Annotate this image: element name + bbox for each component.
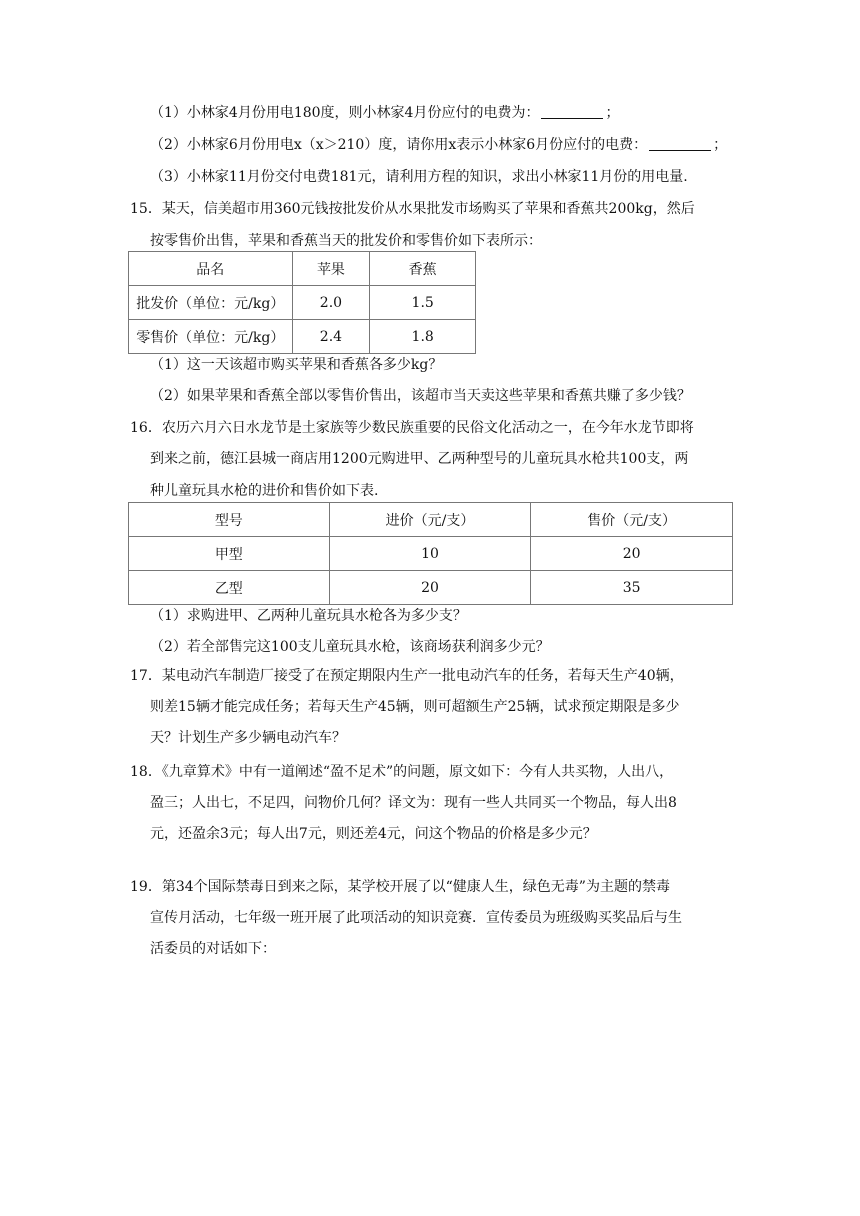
table-header-row: [129, 252, 476, 286]
table-row: [129, 571, 733, 605]
q17-line3: 天？计划生产多少辆电动汽车？: [150, 730, 346, 746]
table-cell: 1.8: [370, 320, 476, 354]
q14-part3: （3）小林家11月份交付电费181元，请利用方程的知识，求出小林家11月份的用电量.: [150, 169, 688, 185]
q16-line3: 种儿童玩具水枪的进价和售价如下表.: [150, 483, 379, 499]
q15-part1: （1）这一天该超市购买苹果和香蕉各多少kg？: [150, 357, 443, 373]
q17-line2: 则差15辆才能完成任务；若每天生产45辆，则可超额生产25辆，试求预定期限是多少: [150, 699, 680, 715]
q18-line3: 元，还盈余3元；每人出7元，则还差4元，问这个物品的价格是多少元？: [150, 826, 597, 842]
table-cell: 1.5: [370, 286, 476, 320]
q16-line2: 到来之前，德江县城一商店用1200元购进甲、乙两种型号的儿童玩具水枪共100支，两: [150, 451, 689, 467]
q18-line2: 盈三；人出七，不足四，问物价几何？译文为：现有一些人共同买一个物品，每人出8: [150, 795, 677, 811]
q16-part2: （2）若全部售完这100支儿童玩具水枪，该商场获利润多少元？: [150, 639, 550, 655]
q19-line3: 活委员的对话如下：: [150, 941, 276, 957]
q19-line1: 19．第34个国际禁毒日到来之际，某学校开展了以“健康人生，绿色无毒”为主题的禁毒: [130, 879, 670, 895]
q19-line2: 宣传月活动，七年级一班开展了此项活动的知识竞赛．宣传委员为班级购买奖品后与生: [150, 910, 682, 926]
table-row: [129, 320, 476, 354]
table-cell: 20: [329, 571, 531, 605]
table-header-cell: 香蕉: [370, 252, 476, 286]
q18-line1: 18．《九章算术》中有一道阐述“盈不足术”的问题，原文如下：今有人共买物，人出八，: [130, 764, 674, 780]
table-cell: 2.4: [292, 320, 370, 354]
table-cell: 甲型: [129, 537, 330, 571]
q14-part1: （1）小林家4月份用电180度，则小林家4月份应付的电费为： ；: [150, 105, 620, 121]
q16-part1: （1）求购进甲、乙两种儿童玩具水枪各为多少支？: [150, 608, 467, 624]
table-row: [129, 537, 733, 571]
table-cell: 2.0: [292, 286, 370, 320]
table-cell: 零售价（单位：元/kg）: [129, 320, 293, 354]
q16-price-table: [128, 502, 733, 605]
table-cell: 20: [531, 537, 733, 571]
q15-price-table: [128, 251, 476, 354]
table-cell: 35: [531, 571, 733, 605]
table-row: [129, 286, 476, 320]
table-header-cell: 进价（元/支）: [329, 503, 531, 537]
table-header-row: [129, 503, 733, 537]
q15-line1: 15．某天，信美超市用360元钱按批发价从水果批发市场购买了苹果和香蕉共200kg，然后: [130, 201, 695, 217]
q16-line1: 16．农历六月六日水龙节是土家族等少数民族重要的民俗文化活动之一，在今年水龙节即将: [130, 420, 694, 436]
table-cell: 乙型: [129, 571, 330, 605]
table-header-cell: 售价（元/支）: [531, 503, 733, 537]
q15-part2: （2）如果苹果和香蕉全部以零售价售出，该超市当天卖这些苹果和香蕉共赚了多少钱？: [150, 388, 691, 404]
answer-blank[interactable]: [649, 136, 711, 151]
table-header-cell: 品名: [129, 252, 293, 286]
q14-part2: （2）小林家6月份用电x（x＞210）度，请你用x表示小林家6月份应付的电费： ；: [150, 137, 728, 153]
table-cell: 10: [329, 537, 531, 571]
q17-line1: 17．某电动汽车制造厂接受了在预定期限内生产一批电动汽车的任务，若每天生产40辆，: [130, 668, 684, 684]
table-header-cell: 苹果: [292, 252, 370, 286]
q15-line2: 按零售价出售，苹果和香蕉当天的批发价和零售价如下表所示：: [150, 233, 542, 249]
answer-blank[interactable]: [541, 104, 603, 119]
table-header-cell: 型号: [129, 503, 330, 537]
table-cell: 批发价（单位：元/kg）: [129, 286, 293, 320]
